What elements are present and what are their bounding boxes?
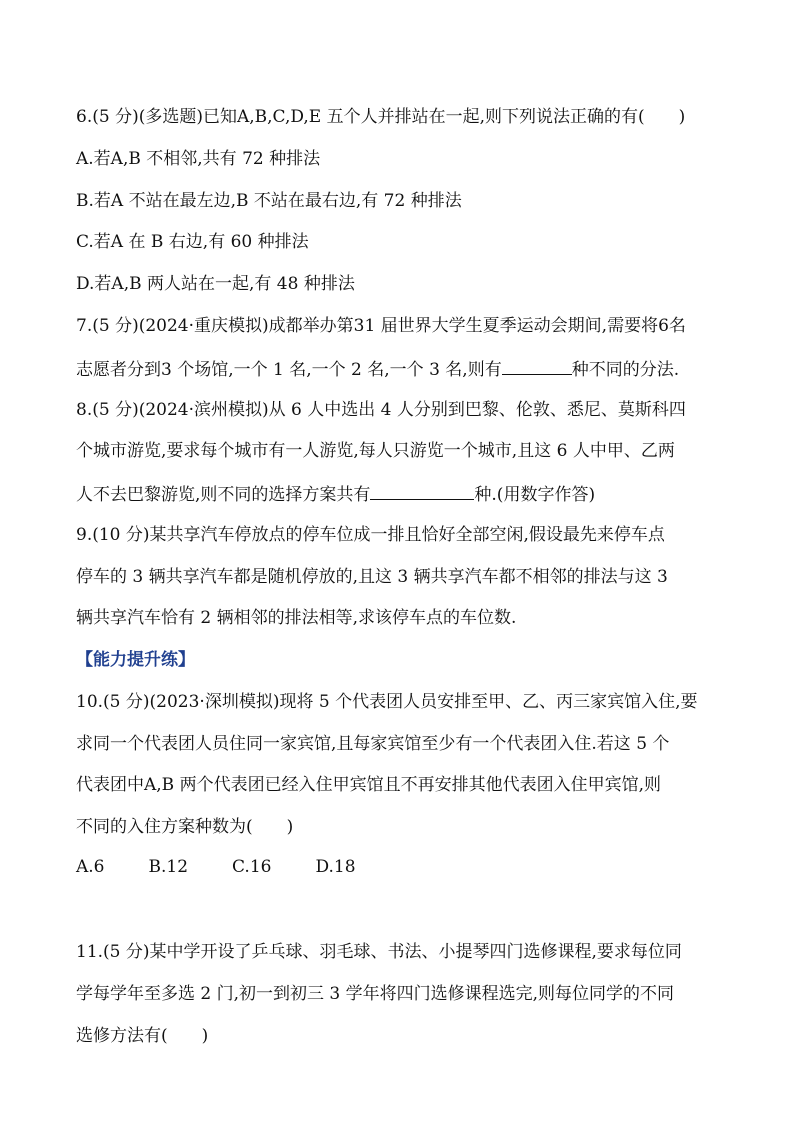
q10-stem-line3: 代表团中A,B 两个代表团已经入住甲宾馆且不再安排其他代表团入住甲宾馆,则 xyxy=(76,775,661,795)
q10-option-d: D.18 xyxy=(315,857,356,877)
q6-option-b: B.若A 不站在最左边,B 不站在最右边,有 72 种排法 xyxy=(76,191,462,211)
q7-text-after-blank: 种不同的分法. xyxy=(571,360,680,380)
q10-option-a: A.6 xyxy=(76,857,105,877)
q7-stem-line2 xyxy=(76,356,679,382)
q10-option-c: C.16 xyxy=(232,857,272,877)
q10-options xyxy=(76,855,400,879)
q9-stem-line1: 9.(10 分)某共享汽车停放点的停车位成一排且恰好全部空闲,假设最先来停车点 xyxy=(76,525,665,545)
q8-stem-line2: 个城市游览,要求每个城市有一人游览,每人只游览一个城市,且这 6 人中甲、乙两 xyxy=(76,441,675,461)
q8-text-after-blank: 种.(用数字作答) xyxy=(474,485,596,505)
q8-answer-blank xyxy=(370,481,474,500)
q8-stem-line3 xyxy=(76,481,595,507)
section-heading xyxy=(76,648,195,672)
q10-stem-line4: 不同的入住方案种数为( ) xyxy=(76,817,294,837)
q8-stem-line1: 8.(5 分)(2024·滨州模拟)从 6 人中选出 4 人分别到巴黎、伦敦、悉尼、莫斯科四 xyxy=(76,400,686,420)
q6-option-a: A.若A,B 不相邻,共有 72 种排法 xyxy=(76,149,321,169)
q6-option-c: C.若A 在 B 右边,有 60 种排法 xyxy=(76,232,309,252)
q10-stem-line1: 10.(5 分)(2023·深圳模拟)现将 5 个代表团人员安排至甲、乙、丙三家宾馆入住,要 xyxy=(76,692,698,712)
q9-stem-line3: 辆共享汽车恰有 2 辆相邻的排法相等,求该停车点的车位数. xyxy=(76,608,517,628)
q7-answer-blank xyxy=(502,356,572,375)
q9-stem-line2: 停车的 3 辆共享汽车都是随机停放的,且这 3 辆共享汽车都不相邻的排法与这 3 xyxy=(76,567,668,587)
q10-option-b: B.12 xyxy=(148,857,189,877)
q7-text-before-blank: 志愿者分到3 个场馆,一个 1 名,一个 2 名,一个 3 名,则有 xyxy=(76,360,502,380)
q7-stem-line1: 7.(5 分)(2024·重庆模拟)成都举办第31 届世界大学生夏季运动会期间,需要将6名 xyxy=(76,316,686,336)
q11-stem-line3: 选修方法有( ) xyxy=(76,1026,209,1046)
q11-stem-line2: 学每学年至多选 2 门,初一到初三 3 学年将四门选修课程选完,则每位同学的不同 xyxy=(76,984,675,1004)
q11-stem-line1: 11.(5 分)某中学开设了乒乓球、羽毛球、书法、小提琴四门选修课程,要求每位同 xyxy=(76,942,682,962)
q8-text-before-blank: 人不去巴黎游览,则不同的选择方案共有 xyxy=(76,485,371,505)
q6-stem: 6.(5 分)(多选题)已知A,B,C,D,E 五个人并排站在一起,则下列说法正确的有( ) xyxy=(76,107,686,127)
q10-stem-line2: 求同一个代表团人员住同一家宾馆,且每家宾馆至少有一个代表团入住.若这 5 个 xyxy=(76,734,670,754)
q6-option-d: D.若A,B 两人站在一起,有 48 种排法 xyxy=(76,274,355,294)
section-heading-label: 【能力提升练】 xyxy=(76,650,195,670)
